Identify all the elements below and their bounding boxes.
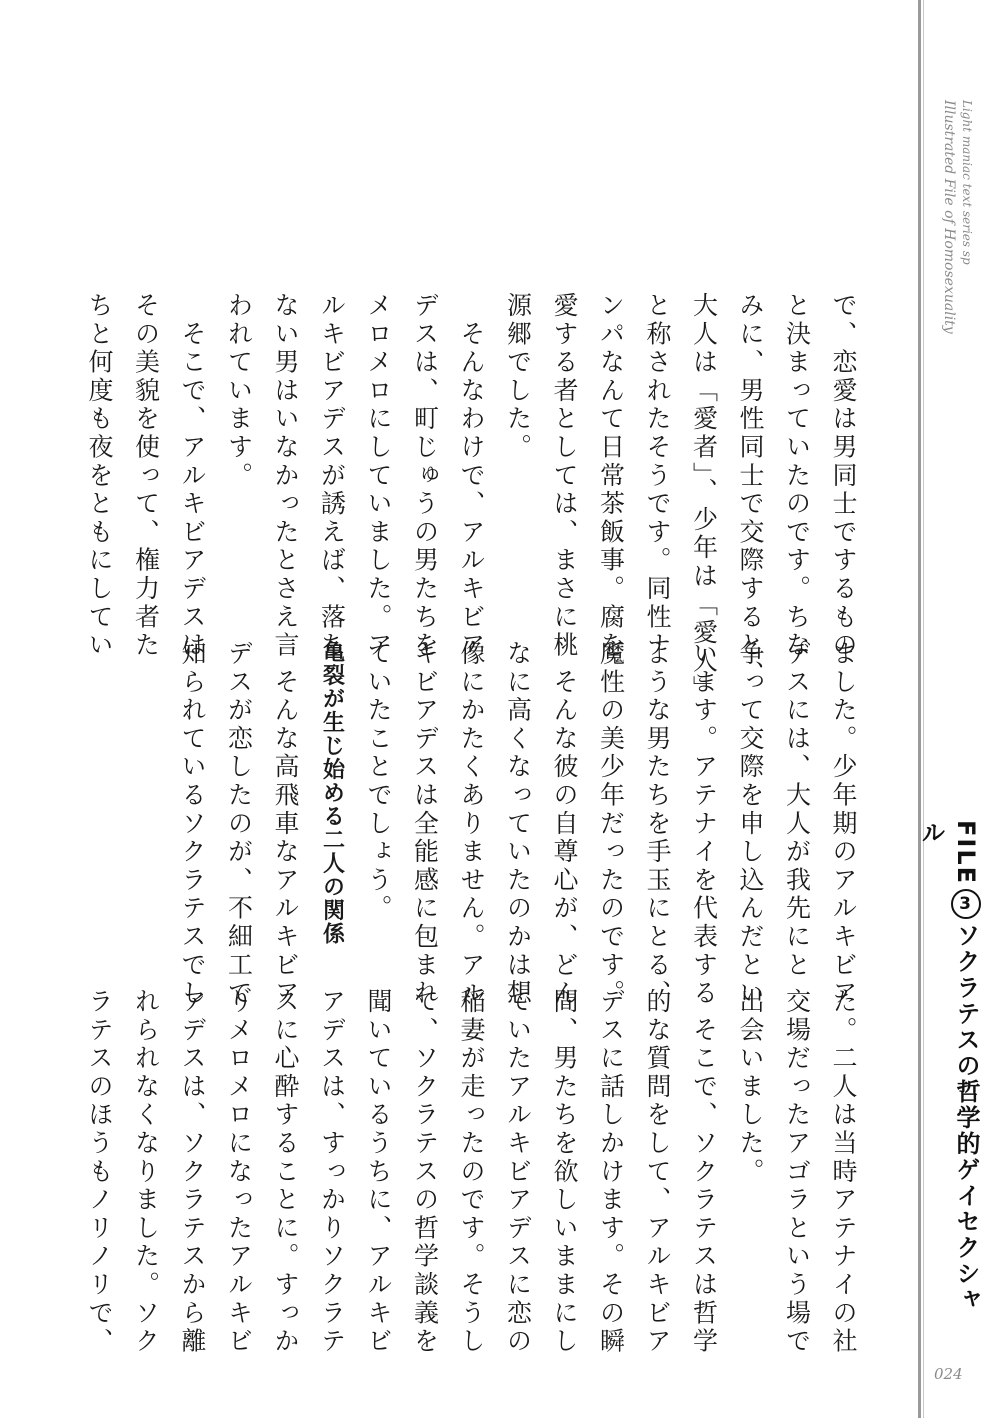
text-column: デスには、大人が我先にと: [782, 640, 812, 980]
file-number-badge: 3: [951, 889, 981, 919]
text-column: ような男たちを手玉にとる、: [643, 640, 672, 1008]
text-column: ていたアルキビアデスに恋の: [503, 988, 533, 1356]
file-title-text: ソクラテスの哲学的ゲイセクシャル: [917, 820, 980, 1314]
text-column: 大人は「愛者」、少年は「愛人」: [689, 292, 719, 704]
text-column: なに高くなっていたのかは想: [503, 640, 533, 1008]
file-prefix: FILE: [952, 820, 980, 886]
text-column: ました。少年期のアルキビア: [829, 640, 858, 1008]
text-column: た。二人は当時アテナイの社: [829, 988, 858, 1356]
margin-rule: [918, 0, 921, 1418]
text-column: そこで、アルキビアデスは: [178, 292, 207, 660]
text-column: で、恋愛は男同士でするもの: [829, 292, 858, 660]
margin-rule-thin: [923, 0, 924, 1418]
text-column: 出会いました。: [736, 988, 765, 1187]
text-column: れられなくなりました。ソク: [131, 988, 161, 1356]
text-column: 像にかたくありません。アル: [457, 640, 486, 1008]
text-column: ていたことでしょう。: [364, 640, 393, 923]
text-column: 知られているソクラテスでし: [178, 640, 207, 1008]
section-heading: 亀裂が生じ始める二人の関係: [319, 640, 345, 946]
series-line-1: Light maniac text series sp: [960, 100, 974, 265]
text-column: 魔性の美少年だったのです。: [596, 640, 626, 1008]
text-column: アデスは、すっかりソクラテ: [317, 988, 347, 1356]
text-column: みに、男性同士で交際すると、: [736, 292, 765, 689]
text-column: と決まっていたのです。ちな: [782, 292, 812, 660]
text-column: メロメロにしていました。ア: [364, 292, 393, 660]
text-column: そんなわけで、アルキビア: [457, 292, 486, 660]
series-line-2: Illustrated File of Homosexuality: [941, 100, 957, 334]
text-column: ルキビアデスが誘えば、落ち: [317, 292, 347, 660]
text-column: りメロメロになったアルキビ: [224, 988, 254, 1356]
text-column: デスは、町じゅうの男たちを: [410, 292, 440, 660]
text-block-top: [85, 292, 866, 704]
text-column: デスに話しかけます。その瞬: [596, 988, 626, 1356]
text-column: 間、男たちを欲しいままにし: [550, 988, 579, 1356]
text-column: 聞いているうちに、アルキビ: [364, 988, 393, 1356]
text-column: アデスは、ソクラテスから離: [178, 988, 207, 1356]
text-column: その美貌を使って、権力者た: [131, 292, 161, 660]
text-column: ンパなんて日常茶飯事。腐を: [596, 292, 626, 660]
text-column: 争って交際を申し込んだとい: [736, 640, 765, 1008]
text-column: ない男はいなかったとさえ言: [271, 292, 300, 660]
text-block-bottom: [85, 988, 866, 1356]
text-column: ラテスのほうもノリノリで、: [85, 988, 114, 1356]
text-column: デスが恋したのが、不細工で: [224, 640, 254, 1008]
page-number: 024: [934, 1365, 963, 1383]
text-column: 的な質問をして、アルキビア: [643, 988, 672, 1356]
text-column: 愛する者としては、まさに桃: [550, 292, 579, 660]
text-column: と称されたそうです。同性ナ: [643, 292, 672, 660]
text-column: スに心酔することに。すっか: [271, 988, 300, 1356]
text-column: て、ソクラテスの哲学談義を: [410, 988, 440, 1356]
series-header: [940, 100, 976, 334]
text-column: 稲妻が走ったのです。そうし: [457, 988, 486, 1356]
text-column: われています。: [224, 292, 254, 491]
text-column: そこで、ソクラテスは哲学: [689, 988, 719, 1356]
text-column: ちと何度も夜をともにしてい: [85, 292, 114, 660]
file-title: [917, 820, 984, 1320]
text-column: います。アテナイを代表する: [689, 640, 719, 1008]
text-column: 交場だったアゴラという場で: [782, 988, 812, 1356]
text-column: 源郷でした。: [503, 292, 533, 462]
text-column: キビアデスは全能感に包まれ: [410, 640, 440, 1008]
text-column: そんな高飛車なアルキビア: [271, 640, 300, 1008]
text-block-middle: [98, 640, 866, 1008]
text-column: そんな彼の自尊心が、どん: [550, 640, 579, 1008]
